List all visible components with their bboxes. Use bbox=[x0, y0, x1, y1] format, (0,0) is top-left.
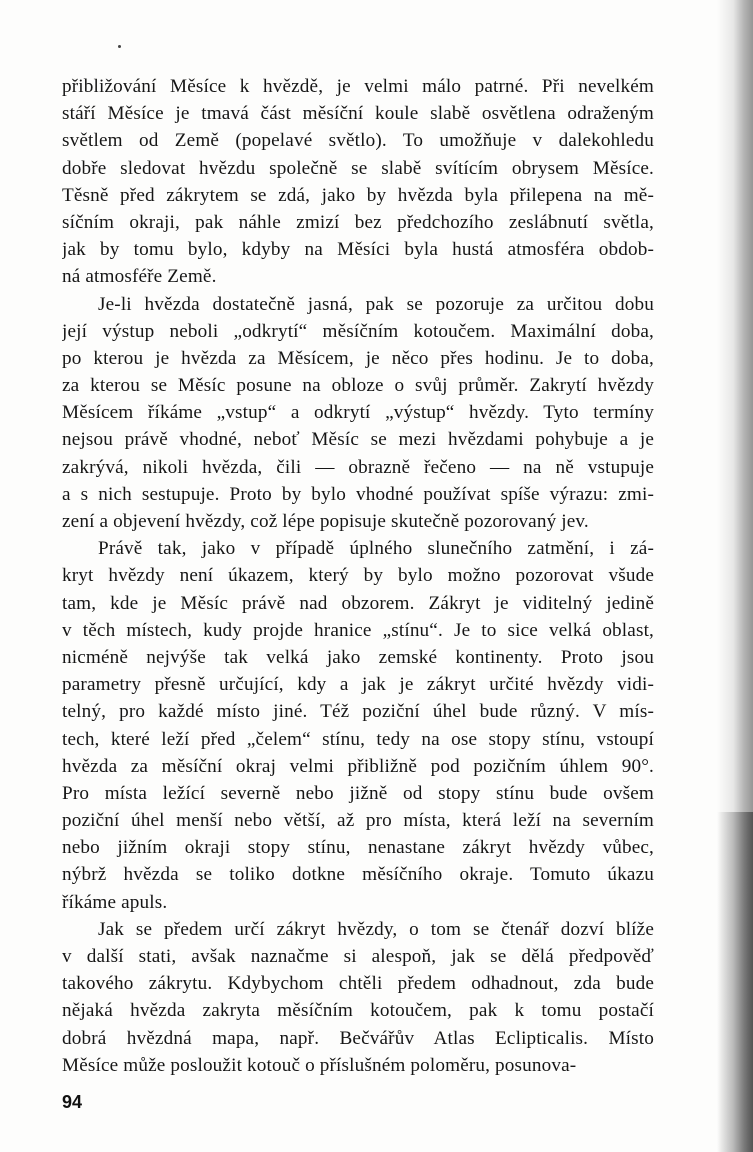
text-line: a s nich sestupuje. Proto by bylo vhodné používat spíše výrazu: zmi- bbox=[62, 483, 654, 505]
text-line: po kterou je hvězda za Měsícem, je něco přes hodinu. Je to doba, bbox=[62, 347, 654, 369]
text-line: Jak se předem určí zákryt hvězdy, o tom se čtenář dozví blíže bbox=[98, 918, 654, 940]
text-line: hvězda za měsíční okraj velmi přibližně pod pozičním úhlem 90°. bbox=[62, 755, 654, 777]
text-line: v další stati, avšak naznačme si alespoň, jak se dělá předpověď bbox=[62, 946, 654, 967]
text-line: světlem od Země (popelavé světlo). To umožňuje v dalekohledu bbox=[62, 130, 654, 152]
text-line: stáří Měsíce je tmavá část měsíční koule slabě osvětlena odraženým bbox=[62, 103, 654, 125]
text-line: za kterou se Měsíc posune na obloze o svůj průměr. Zakrytí hvězdy bbox=[62, 375, 654, 397]
text-line: zakrývá, nikoli hvězda, čili — obrazně řečeno — na ně vstupuje bbox=[62, 456, 654, 478]
text-line: takového zákrytu. Kdybychom chtěli předem odhadnout, zda bude bbox=[62, 973, 654, 995]
text-line: v těch místech, kudy projde hranice „stínu“. Je to sice velká oblast, bbox=[62, 619, 654, 641]
text-line: Právě tak, jako v případě úplného slunečního zatmění, i zá- bbox=[98, 538, 654, 560]
text-line: Je-li hvězda dostatečně jasná, pak se pozoruje za určitou dobu bbox=[98, 293, 654, 315]
text-line: nýbrž hvězda se toliko dotkne měsíčního okraje. Tomuto úkazu bbox=[62, 864, 654, 886]
text-line: poziční úhel menší nebo větší, až pro místa, která leží na severním bbox=[62, 810, 654, 832]
paragraph bbox=[62, 291, 654, 536]
print-speck bbox=[118, 45, 121, 48]
page-edge-shadow-bottom bbox=[717, 812, 753, 1152]
text-line: ná atmosféře Země. bbox=[62, 266, 217, 288]
text-line: přibližování Měsíce k hvězdě, je velmi málo patrné. Při nevelkém bbox=[62, 76, 654, 97]
text-line: kryt hvězdy není úkazem, který by bylo možno pozorovat všude bbox=[62, 565, 654, 587]
text-line: dobře sledovat hvězdu společně se slabě svítícím obrysem Měsíce. bbox=[62, 157, 654, 179]
body-text bbox=[62, 73, 654, 1079]
paragraph bbox=[62, 535, 654, 916]
text-line: nejsou právě vhodné, neboť Měsíc se mezi hvězdami pohybuje a je bbox=[62, 429, 654, 451]
text-line: síčním okraji, pak náhle zmizí bez předchozího zeslábnutí světla, bbox=[62, 211, 654, 233]
paragraph bbox=[62, 73, 654, 291]
text-line: nějaká hvězda zakryta měsíčním kotoučem, pak k tomu postačí bbox=[62, 1000, 654, 1022]
text-line: říkáme apuls. bbox=[62, 891, 168, 913]
text-line: nebo jižním okraji stopy stínu, nenastane zákryt hvězdy vůbec, bbox=[62, 837, 654, 859]
text-line: Těsně před zákrytem se zdá, jako by hvězda byla přilepena na mě- bbox=[62, 184, 654, 206]
page-number: 94 bbox=[62, 1092, 83, 1112]
text-line: nicméně nejvýše tak velká jako zemské kontinenty. Proto jsou bbox=[62, 646, 654, 668]
text-line: Měsícem říkáme „vstup“ a odkrytí „výstup“ hvězdy. Tyto termíny bbox=[62, 402, 654, 424]
paragraph bbox=[62, 916, 654, 1079]
text-line: tam, kde je Měsíc právě nad obzorem. Zákryt je viditelný jedině bbox=[62, 592, 654, 614]
text-line: její výstup neboli „odkrytí“ měsíčním kotoučem. Maximální doba, bbox=[62, 320, 654, 342]
text-line: telný, pro každé místo jiné. Též poziční úhel bude různý. V mís- bbox=[62, 701, 654, 723]
text-line: tech, které leží před „čelem“ stínu, tedy na ose stopy stínu, vstoupí bbox=[62, 728, 654, 750]
text-line: parametry přesně určující, kdy a jak je zákryt určité hvězdy vidi- bbox=[62, 674, 654, 696]
text-line: Měsíce může posloužit kotouč o příslušném poloměru, posunova- bbox=[62, 1054, 577, 1076]
text-line: Pro místa ležící severně nebo jižně od stopy stínu bude ovšem bbox=[62, 782, 654, 804]
text-line: jak by tomu bylo, kdyby na Měsíci byla hustá atmosféra obdob- bbox=[62, 239, 654, 261]
text-line: dobrá hvězdná mapa, např. Bečvářův Atlas Eclipticalis. Místo bbox=[62, 1027, 654, 1049]
text-line: zení a objevení hvězdy, což lépe popisuje skutečně pozorovaný jev. bbox=[62, 511, 589, 532]
